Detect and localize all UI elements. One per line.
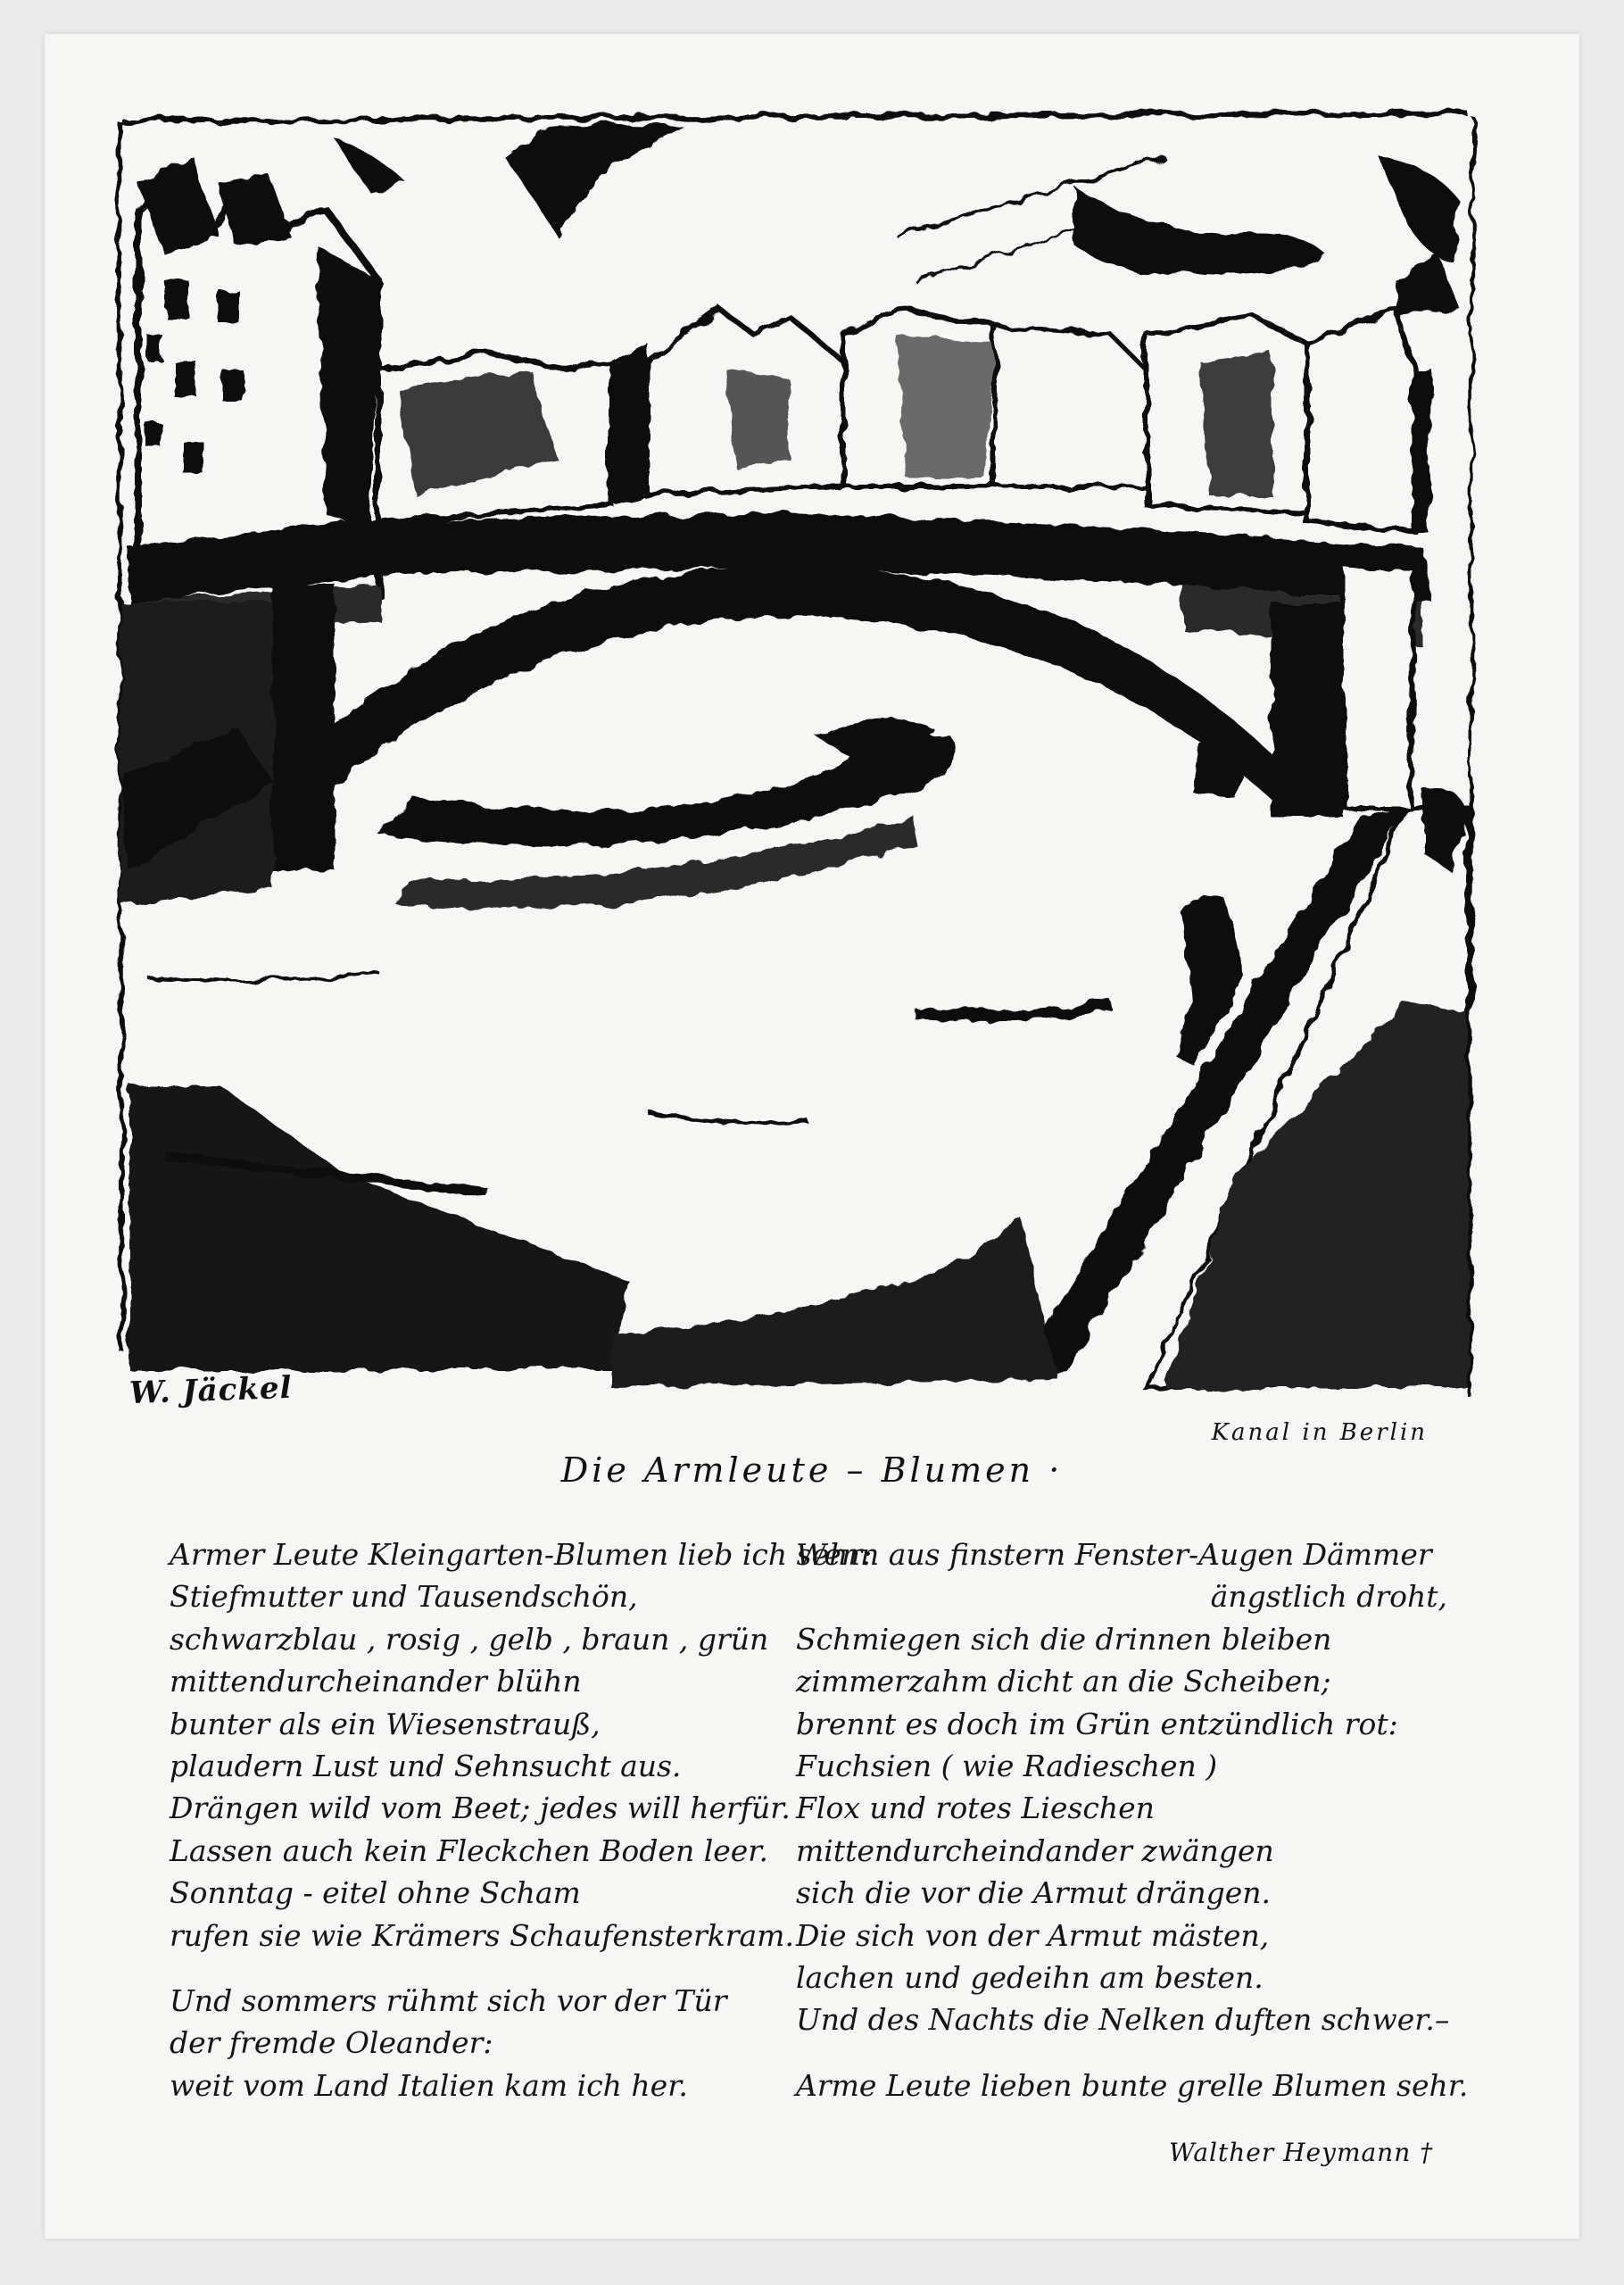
poem-line: brennt es doch im Grün entzündlich rot: [796, 1706, 1398, 1741]
poem-column-left [170, 1533, 872, 2106]
poem-column-right [796, 1533, 1468, 2106]
poem-line: schwarzblau , rosig , gelb , braun , grün [170, 1621, 769, 1657]
poem-line: Fuchsien ( wie Radieschen ) [796, 1749, 1218, 1784]
lithograph-canal-bridge [112, 103, 1486, 1410]
poem-line: Und sommers rühmt sich vor der Tür [170, 1983, 727, 2019]
artwork-caption: Kanal in Berlin [1211, 1419, 1428, 1446]
artist-signature: W. Jäckel [128, 1369, 294, 1412]
poem-line: Wenn aus finstern Fenster-Augen Dämmer [796, 1537, 1432, 1572]
poem-line: lachen und gedeihn am besten. [796, 1960, 1264, 1996]
stanza-break [796, 2041, 1468, 2065]
poem-line: mittendurcheindander zwängen [796, 1832, 1274, 1868]
poem-line-continuation: ängstlich droht, [1210, 1579, 1447, 1615]
poem-line: Armer Leute Kleingarten-Blumen lieb ich sehr: [170, 1537, 873, 1572]
poem-line: Die sich von der Armut mästen, [796, 1917, 1270, 1953]
lithograph-svg [112, 103, 1486, 1410]
poem-line: zimmerzahm dicht an die Scheiben; [796, 1664, 1331, 1699]
poem-line: Flox und rotes Lieschen [796, 1791, 1155, 1826]
poem-line: Schmiegen sich die drinnen bleiben [796, 1621, 1332, 1657]
stanza-break [170, 1957, 872, 1980]
poem-line: Stiefmutter und Tausendschön, [170, 1579, 638, 1615]
poem-line: mittendurcheinander blühn [170, 1664, 582, 1699]
poem-line: Lassen auch kein Fleckchen Boden leer. [170, 1832, 768, 1868]
poem-line: bunter als ein Wiesenstrauß, [170, 1706, 601, 1741]
poem-line: plaudern Lust und Sehnsucht aus. [170, 1749, 682, 1784]
poem-line: Und des Nachts die Nelken duften schwer.– [796, 2002, 1450, 2038]
poem-line: der fremde Oleander: [170, 2025, 493, 2061]
poem-line: Arme Leute lieben bunte grelle Blumen sehr. [796, 2067, 1469, 2103]
poem-line: Drängen wild vom Beet; jedes will herfür. [170, 1791, 791, 1826]
poem-line: sich die vor die Armut drängen. [796, 1875, 1272, 1911]
poem-title: Die Armleute – Blumen · [560, 1450, 1064, 1490]
poem-line: Sonntag - eitel ohne Scham [170, 1875, 581, 1911]
poem-line: rufen sie wie Krämers Schaufensterkram. [170, 1917, 794, 1953]
poem-author: Walther Heymann † [1169, 2138, 1434, 2167]
poem-line: weit vom Land Italien kam ich her. [170, 2067, 688, 2103]
